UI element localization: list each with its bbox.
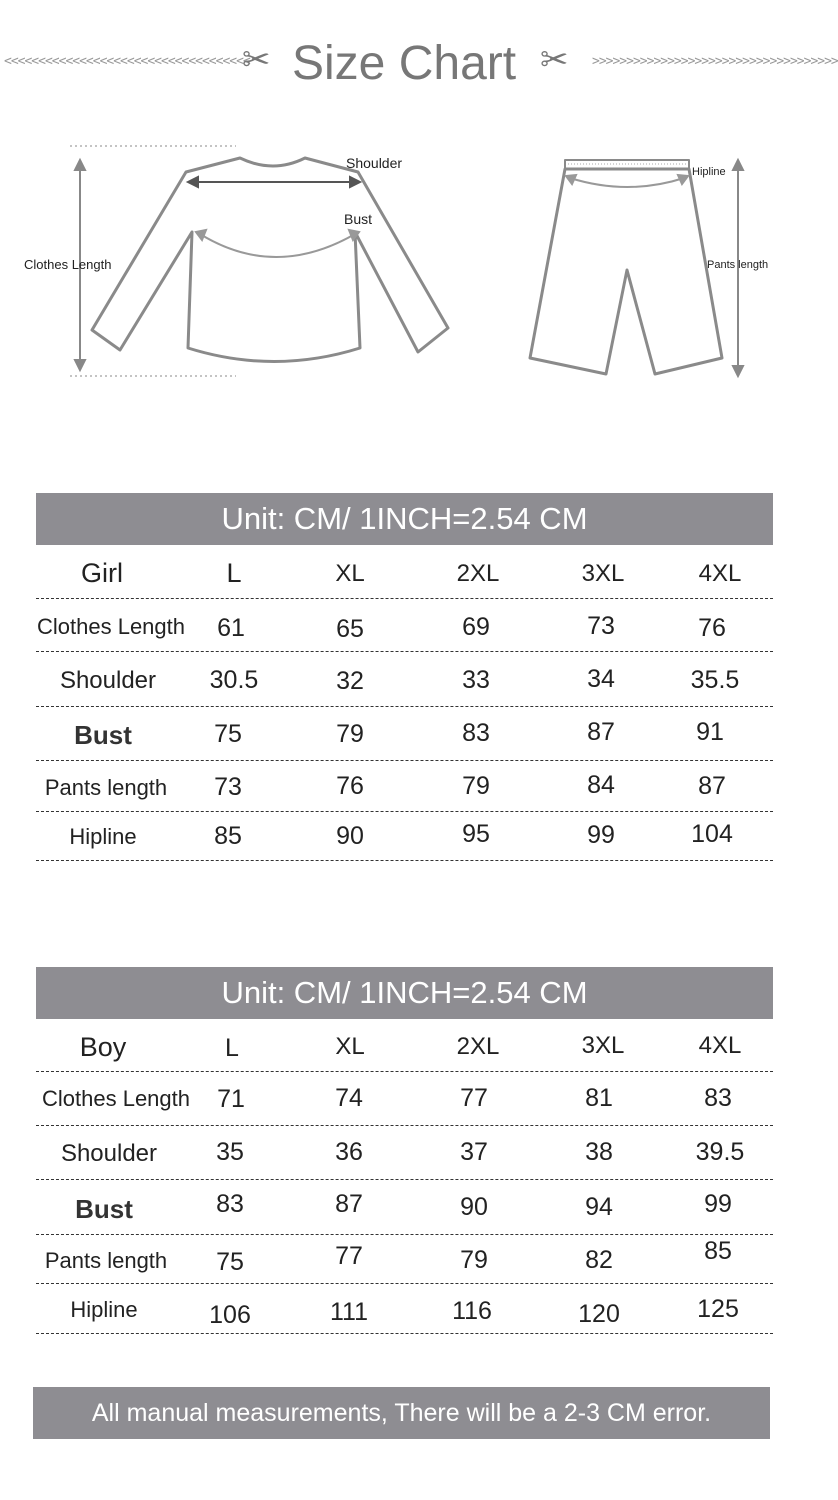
table-header-boy: Boy: [79, 1032, 127, 1062]
row-divider: [36, 706, 773, 707]
table-header-xl: XL: [335, 1033, 365, 1060]
table-header-2xl: 2XL: [456, 560, 500, 587]
table-cell: 94: [585, 1193, 613, 1221]
row-divider: [36, 598, 773, 599]
table-header-girl: Girl: [81, 558, 123, 588]
table-cell: 39.5: [695, 1138, 745, 1166]
row-divider: [36, 1071, 773, 1072]
table-cell: 120: [578, 1300, 620, 1328]
table-cell: 73: [587, 612, 615, 640]
row-label-clothes-length: Clothes Length: [42, 1086, 190, 1111]
table-cell: 83: [216, 1190, 244, 1218]
table-cell: 74: [335, 1084, 363, 1112]
table-header-l: L: [226, 558, 242, 588]
table-cell: 87: [698, 772, 726, 800]
table-cell: 87: [335, 1190, 363, 1218]
table-cell: 85: [704, 1237, 732, 1265]
measurement-error-note: All manual measurements, There will be a 2-3 CM error.: [33, 1387, 770, 1439]
table-cell: 84: [587, 771, 615, 799]
table-cell: 125: [697, 1295, 739, 1323]
table-cell: 32: [336, 667, 364, 695]
row-divider: [36, 860, 773, 861]
clothes-length-label: Clothes Length: [24, 257, 112, 272]
table-cell: 99: [704, 1190, 732, 1218]
table-cell: 33: [462, 666, 490, 694]
row-label-shoulder: Shoulder: [59, 667, 157, 694]
row-divider: [36, 1125, 773, 1126]
row-divider: [36, 1179, 773, 1180]
table-cell: 35.5: [690, 666, 740, 694]
table-cell: 81: [585, 1084, 613, 1112]
row-label-clothes-length: Clothes Length: [37, 614, 185, 639]
unit-banner: Unit: CM/ 1INCH=2.54 CM: [36, 967, 773, 1019]
size-chart-header: [0, 18, 838, 90]
table-cell: 35: [216, 1138, 244, 1166]
table-cell: 30.5: [209, 666, 259, 694]
table-cell: 71: [217, 1085, 245, 1113]
table-cell: 83: [462, 719, 490, 747]
row-divider: [36, 651, 773, 652]
table-header-3xl: 3XL: [581, 1032, 625, 1059]
table-cell: 36: [335, 1138, 363, 1166]
table-cell: 37: [460, 1138, 488, 1166]
table-cell: 95: [462, 820, 490, 848]
shoulder-measure-arrow: [188, 177, 360, 187]
scissors-icon: ✂: [242, 41, 271, 79]
table-cell: 99: [587, 821, 615, 849]
pants-length-label: Pants length: [707, 259, 769, 271]
hipline-measure-arrow: [566, 175, 688, 187]
table-cell: 90: [336, 822, 364, 850]
table-header-2xl: 2XL: [456, 1033, 500, 1060]
row-divider: [36, 1234, 773, 1235]
table-cell: 111: [329, 1298, 368, 1326]
decorative-arrows-left: <<<<<<<<<<<<<<<<<<<<<<<<<<<<<<<<<<<<: [4, 54, 250, 69]
table-cell: 76: [336, 772, 364, 800]
table-cell: 76: [698, 614, 726, 642]
table-header-3xl: 3XL: [581, 560, 625, 587]
table-cell: 77: [335, 1242, 363, 1270]
row-divider: [36, 1283, 773, 1284]
table-cell: 65: [336, 615, 364, 643]
bust-label: Bust: [344, 211, 373, 227]
table-header-4xl: 4XL: [698, 1032, 742, 1059]
table-cell: 79: [462, 772, 490, 800]
table-cell: 90: [460, 1193, 488, 1221]
table-cell: 61: [217, 614, 245, 642]
row-divider: [36, 811, 773, 812]
row-label-hipline: Hipline: [70, 1297, 138, 1322]
table-header-xl: XL: [335, 560, 365, 587]
scissors-icon: ✂: [540, 41, 569, 79]
table-cell: 106: [209, 1301, 251, 1329]
table-cell: 73: [214, 773, 242, 801]
shoulder-label: Shoulder: [346, 155, 403, 171]
row-label-hipline: Hipline: [69, 824, 137, 849]
table-cell: 85: [214, 822, 242, 850]
bust-measure-arrow: [196, 230, 359, 257]
row-label-bust: Bust: [75, 1194, 133, 1224]
shirt-illustration: [92, 158, 448, 362]
page-title: Size Chart: [292, 37, 517, 90]
row-label-shoulder: Shoulder: [60, 1140, 158, 1167]
table-header-l: L: [225, 1034, 239, 1062]
table-cell: 87: [587, 718, 615, 746]
table-cell: 116: [452, 1297, 492, 1325]
table-cell: 79: [336, 720, 364, 748]
hipline-label: Hipline: [692, 166, 726, 178]
table-cell: 34: [587, 665, 615, 693]
table-cell: 82: [585, 1246, 613, 1274]
table-cell: 83: [704, 1084, 732, 1112]
table-cell: 91: [696, 718, 724, 746]
row-label-pants-length: Pants length: [44, 775, 168, 800]
row-label-pants-length: Pants length: [44, 1248, 168, 1273]
row-divider: [36, 760, 773, 761]
table-cell: 75: [216, 1248, 244, 1276]
measurement-diagrams: [0, 130, 813, 400]
table-cell: 69: [462, 613, 490, 641]
pants-illustration: [530, 160, 722, 374]
table-cell: 75: [214, 720, 242, 748]
row-divider: [36, 1333, 773, 1334]
table-cell: 77: [460, 1084, 488, 1112]
table-cell: 38: [585, 1138, 613, 1166]
row-label-bust: Bust: [74, 720, 132, 750]
unit-banner: Unit: CM/ 1INCH=2.54 CM: [36, 493, 773, 545]
table-cell: 79: [460, 1246, 488, 1274]
table-cell: 104: [691, 820, 733, 848]
table-header-4xl: 4XL: [698, 560, 742, 587]
decorative-arrows-right: >>>>>>>>>>>>>>>>>>>>>>>>>>>>>>>>>>>>: [592, 54, 838, 69]
